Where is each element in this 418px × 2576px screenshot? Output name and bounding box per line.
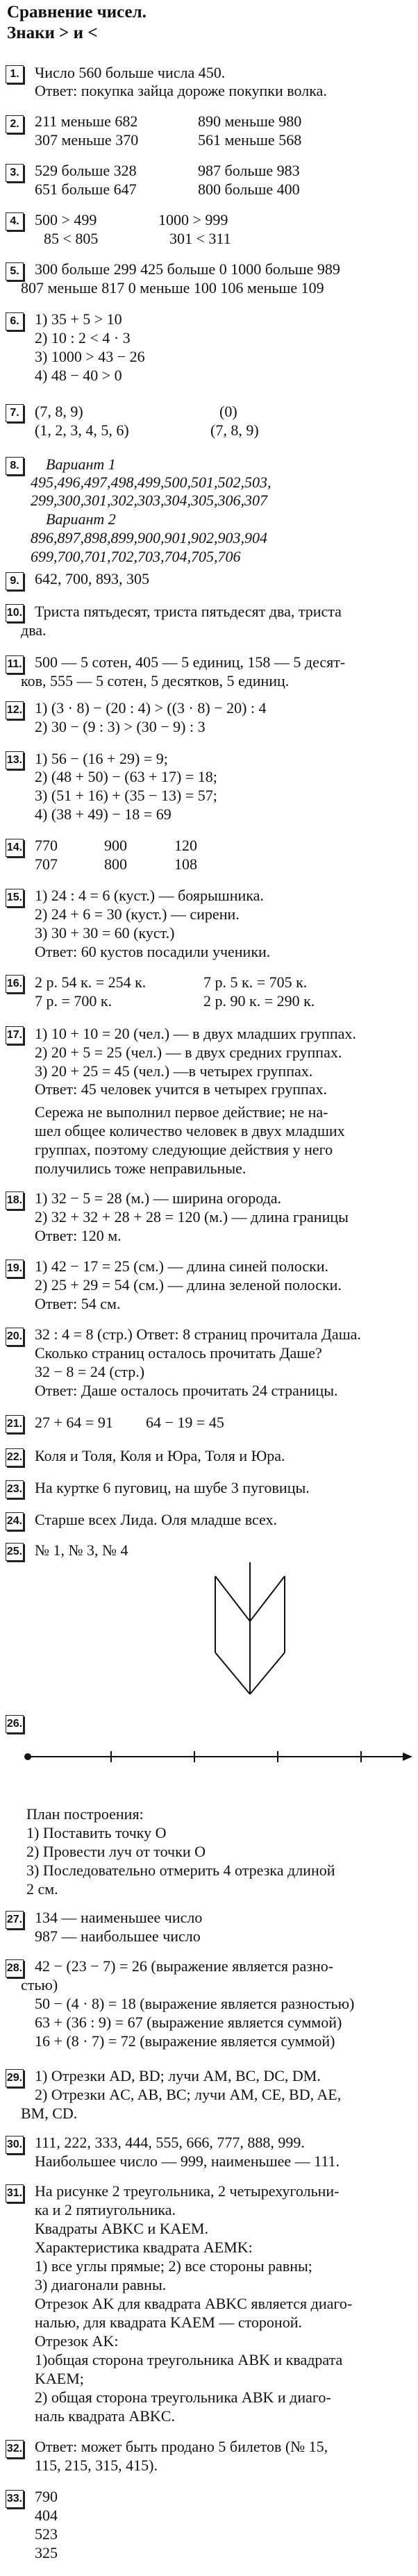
answer-line: Ответ: 45 человек учится в четырех группах. bbox=[35, 1080, 328, 1098]
task-number: 21. bbox=[6, 1415, 24, 1433]
answer-line: 32 : 4 = 8 (стр.) Ответ: 8 страниц прочитала Даша. bbox=[35, 1325, 361, 1343]
task-number: 19. bbox=[6, 1260, 24, 1278]
answer-line: На куртке 6 пуговиц, на шубе 3 пуговицы. bbox=[35, 1479, 310, 1496]
answer-line: 300 больше 299 425 больше 0 1000 больше 989 bbox=[35, 260, 340, 278]
answer-line: налью, для квадрата KAEM — стороной. bbox=[35, 2314, 302, 2331]
answer-line: 7 р. 5 к. = 705 к. bbox=[203, 973, 308, 991]
answer-line: 1)общая сторона треугольника ABK и квадрата bbox=[35, 2351, 343, 2368]
answer-line: 111, 222, 333, 444, 555, 666, 777, 888, 999. bbox=[35, 2134, 305, 2151]
answer-line: 1) Отрезки AD, BD; лучи AM, BC, DC, DM. bbox=[35, 2067, 321, 2084]
answer-line: 3) 20 + 25 = 45 (чел.) —в четырех группах. bbox=[35, 1062, 313, 1080]
figure-25-flag-drawing bbox=[208, 1555, 306, 1701]
answer-line: Сколько страниц осталось прочитать Даше? bbox=[35, 1344, 322, 1362]
task-number: 28. bbox=[6, 1959, 24, 1977]
answer-line: 2) 25 + 29 = 54 (см.) — длина зеленой полоски. bbox=[35, 1276, 342, 1294]
answer-line: 3) (51 + 16) + (35 − 13) = 57; bbox=[35, 787, 217, 804]
answer-line: 134 — наименьшее число bbox=[35, 1909, 203, 1926]
answer-line: Ответ: может быть продано 5 билетов (№ 15, bbox=[35, 2438, 328, 2455]
answer-line: 2) 24 + 6 = 30 (куст.) — сирени. bbox=[35, 905, 240, 923]
task-number: 31. bbox=[6, 2184, 24, 2202]
answer-line: 807 меньше 817 0 меньше 100 106 меньше 109 bbox=[21, 279, 324, 296]
answer-line: BM, CD. bbox=[21, 2105, 78, 2122]
task-number: 32. bbox=[6, 2440, 24, 2458]
answer-line: 16 + (8 · 7) = 72 (выражение является суммой) bbox=[35, 2032, 335, 2050]
figure-25-bottom-right bbox=[250, 1653, 285, 1694]
answer-line: шел общее количество человек в двух младших bbox=[35, 1122, 345, 1139]
task-number: 25. bbox=[6, 1543, 24, 1561]
answer-line: (0) bbox=[219, 403, 237, 420]
answer-line: 3) 30 + 30 = 60 (куст.) bbox=[35, 924, 175, 942]
answer-line: 642, 700, 893, 305 bbox=[35, 570, 149, 587]
answer-line: 3) Последовательно отмерить 4 отрезка длиной bbox=[26, 1862, 335, 1879]
task-number: 5. bbox=[6, 262, 24, 281]
task-number: 12. bbox=[6, 701, 24, 719]
figure-25-right-diagonal bbox=[250, 1576, 285, 1621]
answer-line: 1000 > 999 bbox=[158, 211, 228, 228]
answer-line: 2) 10 : 2 < 4 · 3 bbox=[35, 329, 131, 346]
answer-line: Ответ: 120 м. bbox=[35, 1227, 122, 1244]
answer-line: 299,300,301,302,303,304,305,306,307 bbox=[31, 492, 267, 509]
answer-line: 4) 48 − 40 > 0 bbox=[35, 367, 122, 384]
answer-line: 699,700,701,702,703,704,705,706 bbox=[31, 548, 241, 565]
answer-line: 2) 32 + 32 + 28 + 28 = 120 (м.) — длина границы bbox=[35, 1208, 349, 1226]
answer-line: 561 меньше 568 bbox=[198, 131, 302, 149]
answer-line: № 1, № 3, № 4 bbox=[35, 1541, 128, 1559]
answer-line: 2 р. 90 к. = 290 к. bbox=[203, 992, 315, 1010]
figure-26-ray bbox=[0, 1729, 418, 1784]
answer-line: 301 < 311 bbox=[169, 230, 231, 247]
task-number: 6. bbox=[6, 312, 24, 331]
task-number: 26. bbox=[6, 1715, 24, 1733]
answer-line: 2) 20 + 5 = 25 (чел.) — в двух средних группах. bbox=[35, 1044, 342, 1061]
answer-line: 27 + 64 = 91 bbox=[35, 1414, 113, 1431]
answer-line: 770 bbox=[35, 837, 58, 854]
answer-line: Отрезок AK для квадрата ABKC является диаго- bbox=[35, 2295, 353, 2312]
answer-line: 7 р. = 700 к. bbox=[35, 992, 112, 1010]
task-number: 1. bbox=[6, 65, 24, 83]
answer-line: 1) все углы прямые; 2) все стороны равны; bbox=[35, 2257, 312, 2275]
task-number: 10. bbox=[6, 604, 24, 622]
answer-line: Сережа не выполнил первое действие; не на- bbox=[35, 1103, 328, 1121]
answer-line: получились тоже неправильные. bbox=[35, 1160, 246, 1177]
answer-line: 523 bbox=[35, 2525, 58, 2543]
figure-25-bottom-left bbox=[215, 1653, 250, 1694]
answer-line: группах, поэтому следующие действия у него bbox=[35, 1141, 333, 1158]
task-number: 24. bbox=[6, 1512, 24, 1530]
answer-line: стью) bbox=[21, 1976, 58, 1993]
answer-line: 900 bbox=[104, 837, 127, 854]
answer-line: Ответ: покупка зайца дороже покупки волка. bbox=[35, 82, 327, 99]
answer-line: 4) (38 + 49) − 18 = 69 bbox=[35, 805, 172, 823]
answer-line: 32 − 8 = 24 (стр.) bbox=[35, 1363, 145, 1380]
answer-line: 987 — наибольшее число bbox=[35, 1927, 201, 1945]
task-number: 15. bbox=[6, 889, 24, 907]
answer-line: 115, 215, 315, 415). bbox=[35, 2457, 158, 2474]
figure-25-left-diagonal bbox=[215, 1576, 250, 1621]
answer-line: два. bbox=[21, 621, 47, 639]
task-number: 7. bbox=[6, 404, 24, 422]
answer-line: 495,496,497,498,499,500,501,502,503, bbox=[31, 474, 271, 491]
answer-line: План построения: bbox=[26, 1805, 144, 1823]
answer-line: 896,897,898,899,900,901,902,903,904 bbox=[31, 529, 267, 546]
task-number: 9. bbox=[6, 572, 24, 590]
answer-line: 3) диагонали равны. bbox=[35, 2276, 167, 2293]
answer-line: ка и 2 пятиугольника. bbox=[35, 2201, 176, 2218]
answer-line: 325 bbox=[35, 2544, 58, 2561]
answer-line: Старше всех Лида. Оля младше всех. bbox=[35, 1511, 277, 1528]
answer-line: 1) 42 − 17 = 25 (см.) — длина синей полоски. bbox=[35, 1257, 329, 1275]
answer-line: 987 больше 983 bbox=[198, 162, 300, 179]
answer-line: 500 > 499 bbox=[35, 211, 97, 228]
answer-line: 707 bbox=[35, 855, 58, 873]
answer-line: Ответ: 54 см. bbox=[35, 1295, 121, 1312]
section-title: Сравнение чисел. bbox=[7, 3, 147, 22]
answer-line: (7, 8, 9) bbox=[35, 403, 83, 420]
answer-line: Наибольшее число — 999, наименьшее — 111. bbox=[35, 2152, 340, 2170]
section-subtitle: Знаки > и < bbox=[7, 24, 98, 42]
answer-line: 1) Поставить точку O bbox=[26, 1824, 167, 1841]
answer-line: 2) 30 − (9 : 3) > (30 − 9) : 3 bbox=[35, 718, 206, 735]
answer-line: 307 меньше 370 bbox=[35, 131, 139, 149]
task-number: 33. bbox=[6, 2490, 24, 2508]
answer-line: Квадраты ABKC и KAEM. bbox=[35, 2220, 208, 2237]
answer-line: Характеристика квадрата AEMK: bbox=[35, 2239, 253, 2256]
answer-line: 120 bbox=[174, 837, 197, 854]
task-number: 20. bbox=[6, 1328, 24, 1346]
answer-line: Число 560 больше числа 450. bbox=[35, 64, 226, 81]
answer-line: KAEM; bbox=[35, 2370, 84, 2387]
answer-line: Коля и Толя, Коля и Юра, Толя и Юра. bbox=[35, 1447, 285, 1464]
task-number: 16. bbox=[6, 975, 24, 993]
answer-line: 2 р. 54 к. = 254 к. bbox=[35, 973, 147, 991]
answer-line: 790 bbox=[35, 2488, 58, 2505]
answer-line: 529 больше 328 bbox=[35, 162, 137, 179]
task-number: 13. bbox=[6, 751, 24, 769]
task-number: 14. bbox=[6, 839, 24, 857]
answer-line: 108 bbox=[174, 855, 197, 873]
task-number: 29. bbox=[6, 2069, 24, 2087]
answer-line: 500 — 5 сотен, 405 — 5 единиц, 158 — 5 десят- bbox=[35, 653, 346, 671]
task-number: 30. bbox=[6, 2136, 24, 2154]
answer-line: Ответ: Даше осталось прочитать 24 страницы. bbox=[35, 1382, 338, 1399]
answer-line: 3) 1000 > 43 − 26 bbox=[35, 348, 145, 365]
answer-line: 2) (48 + 50) − (63 + 17) = 18; bbox=[35, 768, 217, 785]
answer-line: 2) Провести луч от точки O bbox=[26, 1843, 206, 1860]
answer-line: 651 больше 647 bbox=[35, 181, 137, 198]
answer-line: (1, 2, 3, 4, 5, 6) bbox=[35, 421, 129, 439]
answer-line: 42 − (23 − 7) = 26 (выражение является разно- bbox=[35, 1957, 334, 1975]
answer-line: 1) 24 : 4 = 6 (куст.) — боярышника. bbox=[35, 887, 264, 904]
answer-line: (7, 8, 9) bbox=[210, 421, 259, 439]
task-number: 8. bbox=[6, 457, 24, 475]
answer-line: 50 − (4 · 8) = 18 (выражение является разностью) bbox=[35, 1995, 355, 2012]
task-number: 17. bbox=[6, 1026, 24, 1044]
task-number: 23. bbox=[6, 1480, 24, 1498]
answer-line: Ответ: 60 кустов посадили ученики. bbox=[35, 943, 271, 960]
answer-line: 800 bbox=[104, 855, 127, 873]
answer-line: 1) (3 · 8) − (20 : 4) > ((3 · 8) − 20) : 4 bbox=[35, 699, 267, 717]
answer-line: На рисунке 2 треугольника, 2 четырехугольни- bbox=[35, 2182, 340, 2200]
answer-line: 85 < 805 bbox=[44, 230, 99, 247]
answer-line: 890 меньше 980 bbox=[198, 112, 302, 130]
answer-line: ков, 555 — 5 сотен, 5 десятков, 5 единиц. bbox=[21, 672, 290, 689]
task-number: 3. bbox=[6, 164, 24, 182]
task-number: 4. bbox=[6, 212, 24, 231]
task-number: 27. bbox=[6, 1911, 24, 1929]
point-o bbox=[24, 1753, 31, 1760]
task-number: 11. bbox=[6, 655, 24, 674]
task-number: 18. bbox=[6, 1191, 24, 1210]
answer-line: 2 см. bbox=[26, 1880, 58, 1898]
answer-line: Отрезок AK: bbox=[35, 2332, 119, 2350]
answer-line: 1) 35 + 5 > 10 bbox=[35, 310, 122, 328]
answer-line: 800 больше 400 bbox=[198, 181, 300, 198]
task-number: 2. bbox=[6, 115, 24, 133]
answer-line: Триста пятьдесят, триста пятьдесят два, триста bbox=[35, 603, 342, 620]
answer-line: 1) 10 + 10 = 20 (чел.) — в двух младших группах. bbox=[35, 1025, 356, 1042]
answer-line: 63 + (36 : 9) = 67 (выражение является суммой) bbox=[35, 2014, 342, 2031]
task-number: 22. bbox=[6, 1448, 24, 1466]
answer-line: наль квадрата ABKC. bbox=[35, 2407, 175, 2425]
answer-line: 404 bbox=[35, 2507, 58, 2524]
answer-line: Вариант 1 bbox=[46, 455, 116, 473]
answer-line: 64 − 19 = 45 bbox=[146, 1414, 224, 1431]
answer-line: 1) 32 − 5 = 28 (м.) — ширина огорода. bbox=[35, 1189, 282, 1207]
answer-line: Вариант 2 bbox=[46, 510, 116, 528]
answer-line: 1) 56 − (16 + 29) = 9; bbox=[35, 750, 168, 767]
answer-line: 2) общая сторона треугольника ABK и диаго- bbox=[35, 2389, 331, 2406]
answer-line: 2) Отрезки AC, AB, BC; лучи AM, CE, BD, AE, bbox=[35, 2086, 342, 2103]
answer-line: 211 меньше 682 bbox=[35, 112, 138, 130]
